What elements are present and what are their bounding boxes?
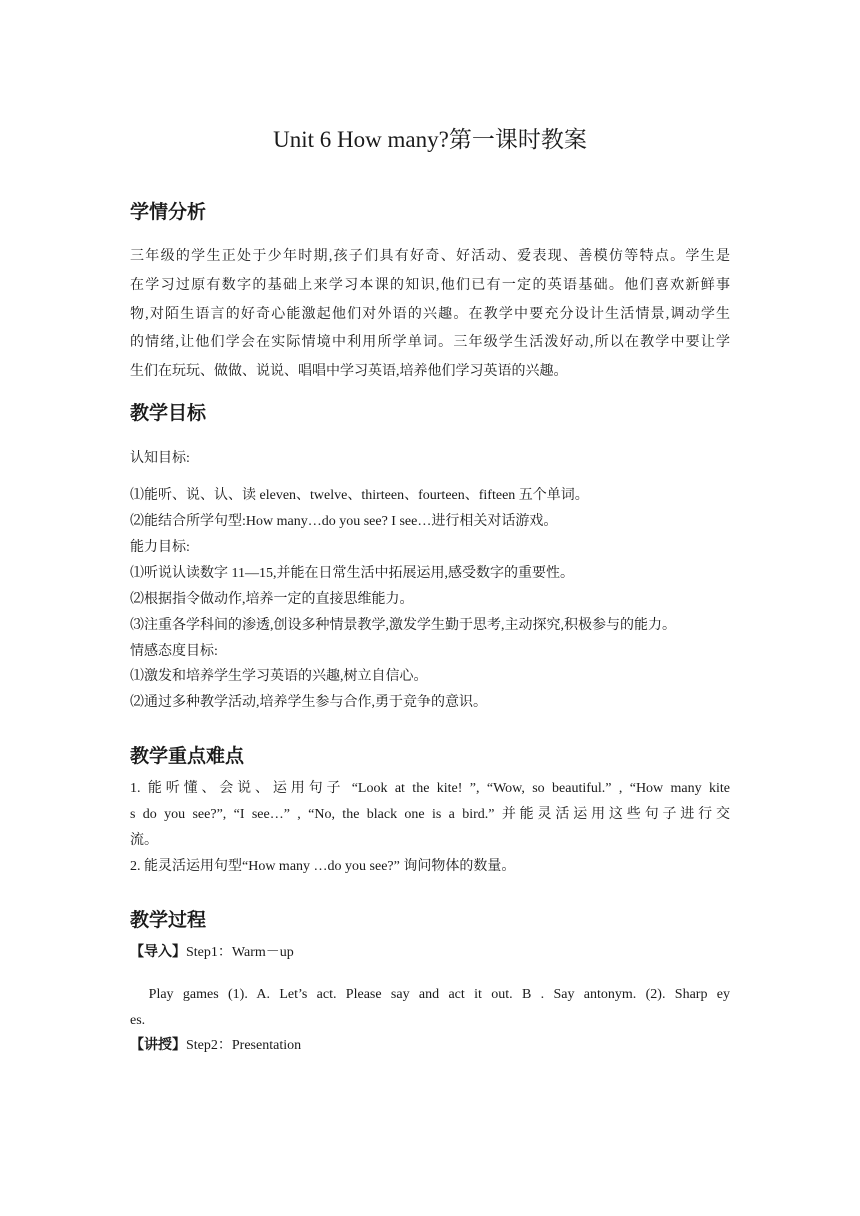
games-line-1: Play games (1). A. Let’s act. Please say and act it out. B . Say antonym. (2). Sharp ey: [130, 987, 730, 1002]
key-point-1-line-3: 流。: [130, 833, 158, 848]
cognitive-label: 认知目标:: [130, 451, 190, 466]
analysis-line-1: 三年级的学生正处于少年时期,孩子们具有好奇、好活动、爱表现、善模仿等特点。学生是: [130, 249, 730, 264]
emotion-item-1: ⑴激发和培养学生学习英语的兴趣,树立自信心。: [130, 669, 428, 684]
key-point-2: 2. 能灵活运用句型“How many …do you see?” 询问物体的数量。: [130, 859, 516, 874]
heading-learning-analysis: 学情分析: [130, 201, 207, 223]
analysis-line-3: 物,对陌生语言的好奇心能激起他们对外语的兴趣。在教学中要充分设计生活情景,调动学生: [130, 307, 730, 322]
ability-label: 能力目标:: [130, 540, 190, 555]
analysis-line-4: 的情绪,让他们学会在实际情境中利用所学单词。三年级学生活泼好动,所以在教学中要让学: [130, 335, 730, 350]
cognitive-item-1: ⑴能听、说、认、读 eleven、twelve、thirteen、fourteen、fifteen 五个单词。: [130, 488, 589, 503]
analysis-line-2: 在学习过原有数字的基础上来学习本课的知识,他们已有一定的英语基础。他们喜欢新鲜事: [130, 278, 730, 293]
emotion-item-2: ⑵通过多种教学活动,培养学生参与合作,勇于竞争的意识。: [130, 695, 487, 710]
step2-line: [130, 1034, 301, 1058]
step2-text: Step2：Presentation: [186, 1038, 302, 1053]
ability-item-3: ⑶注重各学科间的渗透,创设多种情景教学,激发学生勤于思考,主动探究,积极参与的能力。: [130, 618, 676, 633]
step1-text: Step1：Warm－up: [186, 945, 294, 960]
analysis-line-5: 生们在玩玩、做做、说说、唱唱中学习英语,培养他们学习英语的兴趣。: [130, 364, 568, 379]
emotion-label: 情感态度目标:: [130, 644, 218, 659]
heading-teaching-objectives: 教学目标: [130, 402, 207, 424]
key-point-1-line-2: s do you see?”, “I see…” , “No, the black one is a bird.” 并能灵活运用这些句子进行交: [130, 807, 730, 822]
step2-tag: 【讲授】: [130, 1038, 186, 1053]
ability-item-2: ⑵根据指令做动作,培养一定的直接思维能力。: [130, 592, 414, 607]
cognitive-item-2: ⑵能结合所学句型:How many…do you see? I see…进行相关对话游戏。: [130, 514, 558, 529]
heading-teaching-process: 教学过程: [130, 909, 207, 931]
step1-line: [130, 941, 294, 965]
step1-tag: 【导入】: [130, 945, 186, 960]
ability-item-1: ⑴听说认读数字 11—15,并能在日常生活中拓展运用,感受数字的重要性。: [130, 566, 574, 581]
games-line-2: es.: [130, 1013, 146, 1028]
page-title: Unit 6 How many?第一课时教案: [273, 127, 587, 152]
heading-key-points: 教学重点难点: [130, 745, 245, 767]
key-point-1-line-1: 1. 能听懂、会说、运用句子 “Look at the kite! ”, “Wow, so beautiful.” , “How many kite: [130, 781, 730, 796]
